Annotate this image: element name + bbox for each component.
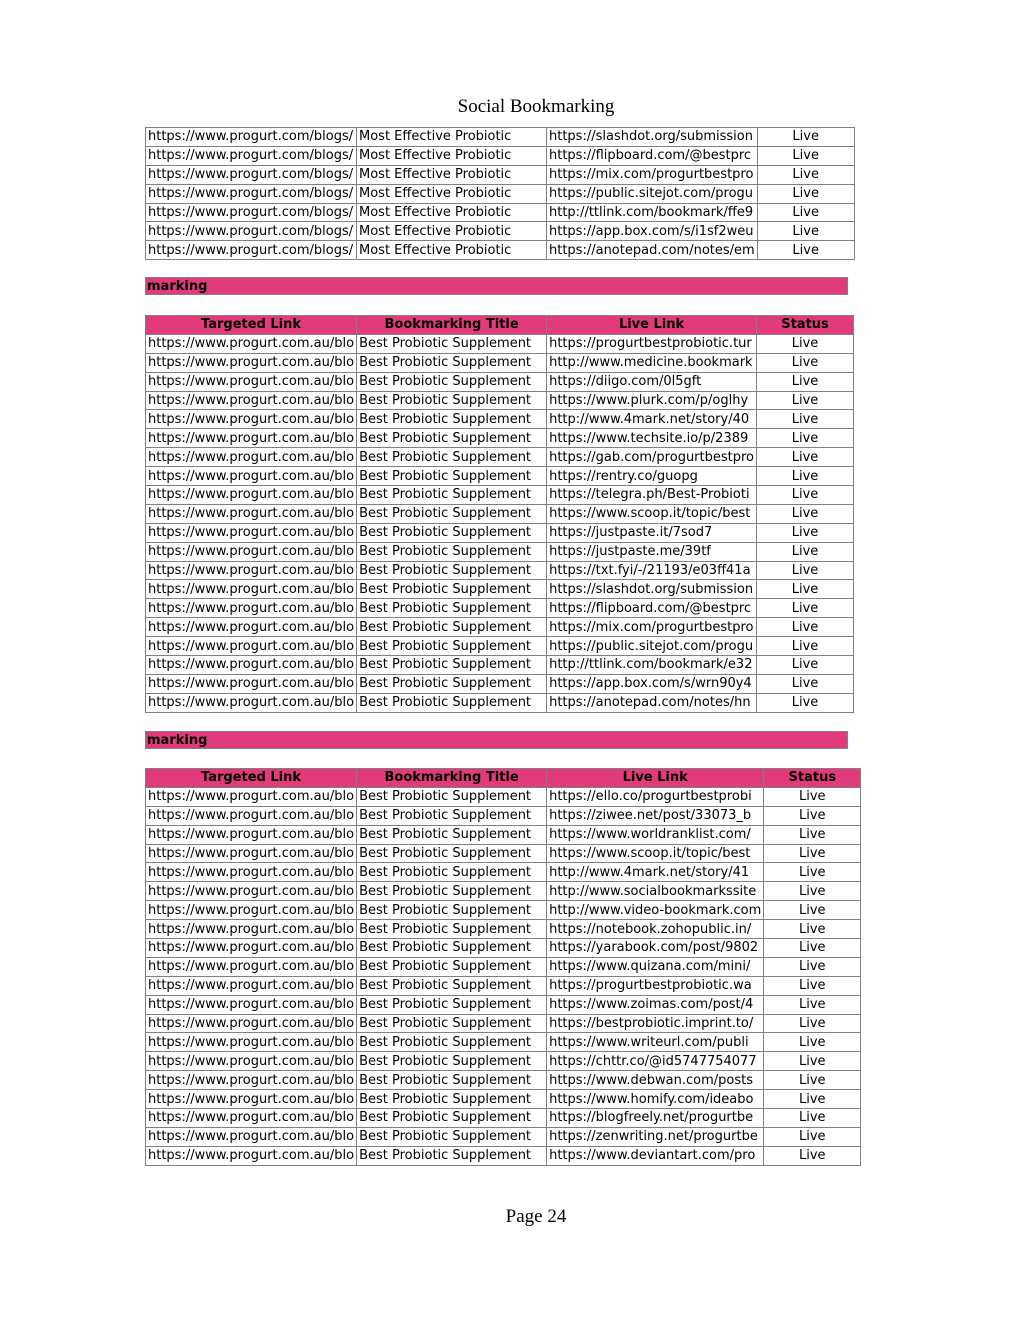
targeted-link-cell: https://www.progurt.com.au/blo: [146, 825, 357, 844]
status-cell: Live: [757, 128, 854, 147]
live-link-cell: https://progurtbestprobiotic.wa: [547, 976, 764, 995]
table-row: [146, 203, 855, 222]
header-status: Status: [764, 769, 861, 788]
table-row: [146, 995, 861, 1014]
bookmarking-title-cell: Most Effective Probiotic: [357, 128, 547, 147]
table-row: [146, 939, 861, 958]
table-row: [146, 787, 861, 806]
table-row: [146, 467, 854, 486]
table-row: [146, 1109, 861, 1128]
table-row: [146, 901, 861, 920]
live-link-cell: https://www.scoop.it/topic/best: [547, 504, 757, 523]
status-cell: Live: [764, 1071, 861, 1090]
header-status: Status: [757, 316, 854, 335]
live-link-cell: https://www.techsite.io/p/2389: [547, 429, 757, 448]
table-row: [146, 806, 861, 825]
bookmarking-title-cell: Best Probiotic Supplement: [357, 542, 547, 561]
table-row: [146, 542, 854, 561]
section-band: marking: [145, 277, 848, 295]
targeted-link-cell: https://www.progurt.com.au/blo: [146, 1052, 357, 1071]
live-link-cell: https://ziwee.net/post/33073_b: [547, 806, 764, 825]
targeted-link-cell: https://www.progurt.com.au/blo: [146, 806, 357, 825]
status-cell: Live: [757, 523, 854, 542]
targeted-link-cell: https://www.progurt.com.au/blo: [146, 901, 357, 920]
targeted-link-cell: https://www.progurt.com.au/blo: [146, 334, 357, 353]
bookmarking-title-cell: Best Probiotic Supplement: [357, 1033, 547, 1052]
status-cell: Live: [757, 222, 854, 241]
table-row: [146, 1071, 861, 1090]
table-row: [146, 504, 854, 523]
page-number: Page 24: [505, 1206, 567, 1227]
live-link-cell: https://anotepad.com/notes/em: [547, 241, 758, 260]
live-link-cell: https://telegra.ph/Best-Probioti: [547, 486, 757, 505]
live-link-cell: https://www.quizana.com/mini/: [547, 957, 764, 976]
bookmarking-title-cell: Best Probiotic Supplement: [357, 1146, 547, 1165]
bookmarking-title-cell: Best Probiotic Supplement: [357, 882, 547, 901]
status-cell: Live: [757, 542, 854, 561]
status-cell: Live: [764, 1127, 861, 1146]
live-link-cell: https://flipboard.com/@bestprc: [547, 146, 758, 165]
status-cell: Live: [757, 504, 854, 523]
live-link-cell: http://www.medicine.bookmark: [547, 353, 757, 372]
table-row: [146, 599, 854, 618]
live-link-cell: http://www.4mark.net/story/40: [547, 410, 757, 429]
table-row: [146, 1127, 861, 1146]
table-row: [146, 1146, 861, 1165]
targeted-link-cell: https://www.progurt.com/blogs/: [146, 165, 357, 184]
table-row: [146, 486, 854, 505]
bookmarking-title-cell: Best Probiotic Supplement: [357, 844, 547, 863]
table-row: [146, 693, 854, 712]
targeted-link-cell: https://www.progurt.com.au/blo: [146, 391, 357, 410]
status-cell: Live: [757, 334, 854, 353]
table-row: [146, 429, 854, 448]
targeted-link-cell: https://www.progurt.com/blogs/: [146, 203, 357, 222]
targeted-link-cell: https://www.progurt.com.au/blo: [146, 787, 357, 806]
bookmarking-title-cell: Best Probiotic Supplement: [357, 599, 547, 618]
bookmarking-title-cell: Best Probiotic Supplement: [357, 787, 547, 806]
bookmark-table-3: [145, 768, 861, 1166]
bookmarking-title-cell: Best Probiotic Supplement: [357, 1052, 547, 1071]
header-bookmarking-title: Bookmarking Title: [357, 769, 547, 788]
status-cell: Live: [764, 939, 861, 958]
table-row: [146, 863, 861, 882]
status-cell: Live: [764, 825, 861, 844]
targeted-link-cell: https://www.progurt.com.au/blo: [146, 976, 357, 995]
table-row: [146, 976, 861, 995]
status-cell: Live: [757, 693, 854, 712]
table-row: [146, 391, 854, 410]
bookmark-table-1: [145, 127, 855, 260]
table-row: [146, 656, 854, 675]
table-row: [146, 674, 854, 693]
targeted-link-cell: https://www.progurt.com/blogs/: [146, 222, 357, 241]
table-header-row: [146, 316, 854, 335]
live-link-cell: https://www.writeurl.com/publi: [547, 1033, 764, 1052]
header-bookmarking-title: Bookmarking Title: [357, 316, 547, 335]
live-link-cell: https://www.worldranklist.com/: [547, 825, 764, 844]
bookmarking-title-cell: Best Probiotic Supplement: [357, 1014, 547, 1033]
bookmarking-title-cell: Most Effective Probiotic: [357, 222, 547, 241]
table-row: [146, 844, 861, 863]
table-row: [146, 448, 854, 467]
targeted-link-cell: https://www.progurt.com.au/blo: [146, 429, 357, 448]
live-link-cell: https://justpaste.me/39tf: [547, 542, 757, 561]
status-cell: Live: [764, 957, 861, 976]
targeted-link-cell: https://www.progurt.com.au/blo: [146, 939, 357, 958]
status-cell: Live: [764, 920, 861, 939]
live-link-cell: https://progurtbestprobiotic.tur: [547, 334, 757, 353]
live-link-cell: https://app.box.com/s/wrn90y4: [547, 674, 757, 693]
bookmarking-title-cell: Best Probiotic Supplement: [357, 901, 547, 920]
status-cell: Live: [764, 995, 861, 1014]
bookmarking-title-cell: Best Probiotic Supplement: [357, 674, 547, 693]
header-live-link: Live Link: [547, 316, 757, 335]
bookmarking-title-cell: Best Probiotic Supplement: [357, 391, 547, 410]
bookmarking-title-cell: Best Probiotic Supplement: [357, 957, 547, 976]
table-row: [146, 334, 854, 353]
status-cell: Live: [757, 241, 854, 260]
section-band: marking: [145, 731, 848, 749]
live-link-cell: https://www.scoop.it/topic/best: [547, 844, 764, 863]
targeted-link-cell: https://www.progurt.com.au/blo: [146, 693, 357, 712]
bookmarking-title-cell: Best Probiotic Supplement: [357, 693, 547, 712]
targeted-link-cell: https://www.progurt.com.au/blo: [146, 353, 357, 372]
bookmarking-title-cell: Most Effective Probiotic: [357, 241, 547, 260]
status-cell: Live: [757, 467, 854, 486]
bookmarking-title-cell: Best Probiotic Supplement: [357, 939, 547, 958]
live-link-cell: https://www.zoimas.com/post/4: [547, 995, 764, 1014]
targeted-link-cell: https://www.progurt.com.au/blo: [146, 580, 357, 599]
status-cell: Live: [757, 448, 854, 467]
status-cell: Live: [764, 1014, 861, 1033]
live-link-cell: https://zenwriting.net/progurtbe: [547, 1127, 764, 1146]
live-link-cell: http://ttlink.com/bookmark/e32: [547, 656, 757, 675]
status-cell: Live: [764, 787, 861, 806]
table-row: [146, 1033, 861, 1052]
table-row: [146, 165, 855, 184]
bookmarking-title-cell: Best Probiotic Supplement: [357, 920, 547, 939]
bookmarking-title-cell: Best Probiotic Supplement: [357, 1090, 547, 1109]
status-cell: Live: [757, 674, 854, 693]
live-link-cell: https://blogfreely.net/progurtbe: [547, 1109, 764, 1128]
live-link-cell: https://app.box.com/s/i1sf2weu: [547, 222, 758, 241]
table-row: [146, 882, 861, 901]
live-link-cell: https://public.sitejot.com/progu: [547, 637, 757, 656]
bookmark-table-2: [145, 315, 854, 713]
table-row: [146, 146, 855, 165]
targeted-link-cell: https://www.progurt.com.au/blo: [146, 542, 357, 561]
targeted-link-cell: https://www.progurt.com.au/blo: [146, 844, 357, 863]
bookmarking-title-cell: Best Probiotic Supplement: [357, 334, 547, 353]
status-cell: Live: [757, 656, 854, 675]
targeted-link-cell: https://www.progurt.com.au/blo: [146, 882, 357, 901]
bookmarking-title-cell: Best Probiotic Supplement: [357, 353, 547, 372]
table-row: [146, 637, 854, 656]
targeted-link-cell: https://www.progurt.com/blogs/: [146, 146, 357, 165]
status-cell: Live: [764, 901, 861, 920]
live-link-cell: https://public.sitejot.com/progu: [547, 184, 758, 203]
live-link-cell: https://yarabook.com/post/9802: [547, 939, 764, 958]
page-title: Social Bookmarking: [457, 96, 615, 117]
header-targeted-link: Targeted Link: [146, 769, 357, 788]
live-link-cell: https://www.plurk.com/p/oglhy: [547, 391, 757, 410]
bookmarking-title-cell: Best Probiotic Supplement: [357, 561, 547, 580]
bookmarking-title-cell: Best Probiotic Supplement: [357, 637, 547, 656]
bookmarking-title-cell: Best Probiotic Supplement: [357, 1127, 547, 1146]
targeted-link-cell: https://www.progurt.com.au/blo: [146, 1090, 357, 1109]
bookmarking-title-cell: Best Probiotic Supplement: [357, 448, 547, 467]
targeted-link-cell: https://www.progurt.com/blogs/: [146, 241, 357, 260]
live-link-cell: https://rentry.co/guopg: [547, 467, 757, 486]
targeted-link-cell: https://www.progurt.com.au/blo: [146, 920, 357, 939]
live-link-cell: https://notebook.zohopublic.in/: [547, 920, 764, 939]
bookmarking-title-cell: Best Probiotic Supplement: [357, 410, 547, 429]
status-cell: Live: [757, 561, 854, 580]
live-link-cell: http://www.socialbookmarkssite: [547, 882, 764, 901]
header-targeted-link: Targeted Link: [146, 316, 357, 335]
live-link-cell: https://slashdot.org/submission: [547, 128, 758, 147]
table-row: [146, 128, 855, 147]
bookmarking-title-cell: Most Effective Probiotic: [357, 203, 547, 222]
live-link-cell: https://diigo.com/0l5gft: [547, 372, 757, 391]
bookmarking-title-cell: Best Probiotic Supplement: [357, 486, 547, 505]
status-cell: Live: [757, 618, 854, 637]
targeted-link-cell: https://www.progurt.com.au/blo: [146, 1109, 357, 1128]
bookmarking-title-cell: Most Effective Probiotic: [357, 165, 547, 184]
table-row: [146, 410, 854, 429]
status-cell: Live: [757, 486, 854, 505]
table-row: [146, 372, 854, 391]
live-link-cell: https://gab.com/progurtbestpro: [547, 448, 757, 467]
status-cell: Live: [764, 1109, 861, 1128]
status-cell: Live: [764, 1033, 861, 1052]
targeted-link-cell: https://www.progurt.com/blogs/: [146, 184, 357, 203]
table-row: [146, 1052, 861, 1071]
live-link-cell: https://mix.com/progurtbestpro: [547, 618, 757, 637]
status-cell: Live: [757, 146, 854, 165]
live-link-cell: https://slashdot.org/submission: [547, 580, 757, 599]
targeted-link-cell: https://www.progurt.com.au/blo: [146, 656, 357, 675]
status-cell: Live: [757, 637, 854, 656]
bookmarking-title-cell: Best Probiotic Supplement: [357, 1071, 547, 1090]
status-cell: Live: [757, 410, 854, 429]
targeted-link-cell: https://www.progurt.com.au/blo: [146, 674, 357, 693]
live-link-cell: http://www.video-bookmark.com: [547, 901, 764, 920]
live-link-cell: https://www.deviantart.com/pro: [547, 1146, 764, 1165]
table-row: [146, 957, 861, 976]
status-cell: Live: [757, 429, 854, 448]
bookmarking-title-cell: Best Probiotic Supplement: [357, 429, 547, 448]
table-row: [146, 1090, 861, 1109]
status-cell: Live: [764, 976, 861, 995]
targeted-link-cell: https://www.progurt.com.au/blo: [146, 618, 357, 637]
table-row: [146, 353, 854, 372]
bookmarking-title-cell: Best Probiotic Supplement: [357, 467, 547, 486]
table-row: [146, 618, 854, 637]
targeted-link-cell: https://www.progurt.com.au/blo: [146, 599, 357, 618]
table-row: [146, 241, 855, 260]
table-row: [146, 184, 855, 203]
status-cell: Live: [764, 806, 861, 825]
targeted-link-cell: https://www.progurt.com.au/blo: [146, 1127, 357, 1146]
targeted-link-cell: https://www.progurt.com.au/blo: [146, 957, 357, 976]
table-row: [146, 580, 854, 599]
targeted-link-cell: https://www.progurt.com.au/blo: [146, 523, 357, 542]
status-cell: Live: [757, 184, 854, 203]
bookmarking-title-cell: Best Probiotic Supplement: [357, 995, 547, 1014]
live-link-cell: http://www.4mark.net/story/41: [547, 863, 764, 882]
bookmarking-title-cell: Best Probiotic Supplement: [357, 580, 547, 599]
live-link-cell: https://chttr.co/@id5747754077: [547, 1052, 764, 1071]
status-cell: Live: [757, 391, 854, 410]
bookmarking-title-cell: Best Probiotic Supplement: [357, 976, 547, 995]
table-row: [146, 920, 861, 939]
live-link-cell: https://www.homify.com/ideabo: [547, 1090, 764, 1109]
table-row: [146, 523, 854, 542]
status-cell: Live: [757, 599, 854, 618]
bookmarking-title-cell: Best Probiotic Supplement: [357, 523, 547, 542]
targeted-link-cell: https://www.progurt.com.au/blo: [146, 995, 357, 1014]
live-link-cell: https://txt.fyi/-/21193/e03ff41a: [547, 561, 757, 580]
table-row: [146, 222, 855, 241]
live-link-cell: https://bestprobiotic.imprint.to/: [547, 1014, 764, 1033]
live-link-cell: https://ello.co/progurtbestprobi: [547, 787, 764, 806]
header-live-link: Live Link: [547, 769, 764, 788]
status-cell: Live: [764, 1146, 861, 1165]
live-link-cell: https://anotepad.com/notes/hn: [547, 693, 757, 712]
table-header-row: [146, 769, 861, 788]
bookmarking-title-cell: Most Effective Probiotic: [357, 184, 547, 203]
status-cell: Live: [757, 353, 854, 372]
targeted-link-cell: https://www.progurt.com.au/blo: [146, 410, 357, 429]
live-link-cell: https://mix.com/progurtbestpro: [547, 165, 758, 184]
status-cell: Live: [757, 580, 854, 599]
bookmarking-title-cell: Best Probiotic Supplement: [357, 372, 547, 391]
live-link-cell: https://flipboard.com/@bestprc: [547, 599, 757, 618]
status-cell: Live: [764, 1090, 861, 1109]
status-cell: Live: [764, 863, 861, 882]
table-row: [146, 561, 854, 580]
status-cell: Live: [764, 882, 861, 901]
targeted-link-cell: https://www.progurt.com.au/blo: [146, 504, 357, 523]
bookmarking-title-cell: Best Probiotic Supplement: [357, 1109, 547, 1128]
status-cell: Live: [757, 203, 854, 222]
targeted-link-cell: https://www.progurt.com.au/blo: [146, 637, 357, 656]
table-row: [146, 1014, 861, 1033]
targeted-link-cell: https://www.progurt.com.au/blo: [146, 467, 357, 486]
targeted-link-cell: https://www.progurt.com.au/blo: [146, 448, 357, 467]
bookmarking-title-cell: Best Probiotic Supplement: [357, 656, 547, 675]
bookmarking-title-cell: Best Probiotic Supplement: [357, 504, 547, 523]
bookmarking-title-cell: Best Probiotic Supplement: [357, 825, 547, 844]
targeted-link-cell: https://www.progurt.com.au/blo: [146, 1146, 357, 1165]
targeted-link-cell: https://www.progurt.com/blogs/: [146, 128, 357, 147]
bookmarking-title-cell: Most Effective Probiotic: [357, 146, 547, 165]
bookmarking-title-cell: Best Probiotic Supplement: [357, 618, 547, 637]
live-link-cell: https://justpaste.it/7sod7: [547, 523, 757, 542]
targeted-link-cell: https://www.progurt.com.au/blo: [146, 1014, 357, 1033]
live-link-cell: https://www.debwan.com/posts: [547, 1071, 764, 1090]
status-cell: Live: [757, 165, 854, 184]
targeted-link-cell: https://www.progurt.com.au/blo: [146, 561, 357, 580]
targeted-link-cell: https://www.progurt.com.au/blo: [146, 1033, 357, 1052]
live-link-cell: http://ttlink.com/bookmark/ffe9: [547, 203, 758, 222]
status-cell: Live: [757, 372, 854, 391]
status-cell: Live: [764, 844, 861, 863]
targeted-link-cell: https://www.progurt.com.au/blo: [146, 486, 357, 505]
status-cell: Live: [764, 1052, 861, 1071]
bookmarking-title-cell: Best Probiotic Supplement: [357, 863, 547, 882]
targeted-link-cell: https://www.progurt.com.au/blo: [146, 372, 357, 391]
targeted-link-cell: https://www.progurt.com.au/blo: [146, 863, 357, 882]
targeted-link-cell: https://www.progurt.com.au/blo: [146, 1071, 357, 1090]
bookmarking-title-cell: Best Probiotic Supplement: [357, 806, 547, 825]
table-row: [146, 825, 861, 844]
